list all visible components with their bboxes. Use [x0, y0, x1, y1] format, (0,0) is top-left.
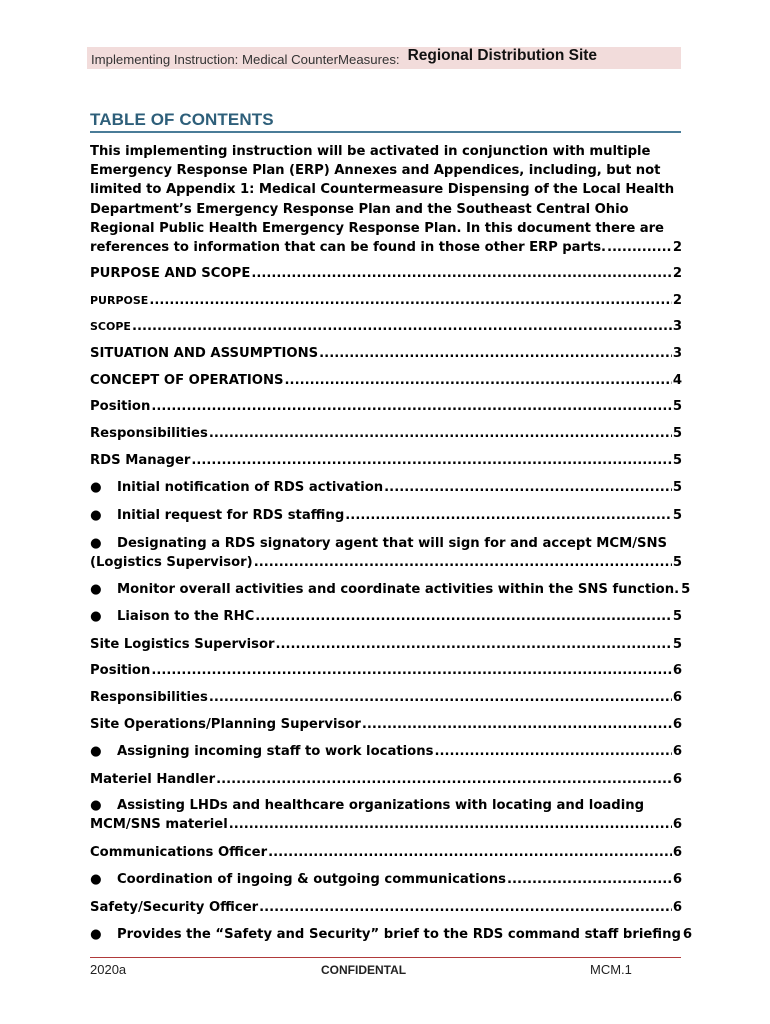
- page-number: 6: [672, 690, 682, 705]
- page-number: 2: [672, 240, 682, 256]
- toc-entry-rds-manager[interactable]: [90, 451, 682, 470]
- page-number: 6: [682, 927, 693, 942]
- toc-entry-initial-request[interactable]: [90, 506, 682, 525]
- page-number: 2: [672, 293, 682, 308]
- entry-text: Communications Officer: [90, 845, 268, 860]
- bullet-icon: ●: [90, 480, 102, 495]
- bullet-icon: ●: [90, 536, 102, 551]
- dot-leader: [216, 770, 672, 789]
- dot-leader: [209, 424, 672, 443]
- toc-entry-assigning-staff[interactable]: [90, 742, 682, 761]
- dot-leader: [132, 317, 672, 336]
- entry-text: SITUATION AND ASSUMPTIONS: [90, 346, 319, 361]
- entry-text: Position: [90, 663, 151, 678]
- toc-entry-responsibilities[interactable]: [90, 424, 682, 443]
- entry-text: Safety/Security Officer: [90, 900, 259, 915]
- page-number: 5: [672, 399, 682, 414]
- entry-text: PURPOSE: [90, 294, 149, 307]
- dot-leader: [209, 688, 672, 707]
- entry-text: Position: [90, 399, 151, 414]
- footer-rule: [90, 957, 681, 958]
- toc-title-underline: [90, 131, 681, 133]
- entry-text: CONCEPT OF OPERATIONS: [90, 373, 284, 388]
- page-number: 5: [672, 555, 682, 570]
- toc-entry-purpose[interactable]: [90, 291, 682, 310]
- page-number: 6: [672, 817, 682, 832]
- page-number: 2: [672, 266, 682, 281]
- entry-text: Liaison to the RHC: [117, 609, 255, 624]
- toc-entry-designating-signatory[interactable]: [90, 534, 682, 572]
- bullet-icon: ●: [90, 609, 102, 624]
- page-number: 6: [672, 717, 682, 732]
- dot-leader: [319, 344, 672, 363]
- page-number: 5: [681, 582, 691, 597]
- page-number: 5: [672, 609, 682, 624]
- entry-text: Assigning incoming staff to work locations: [117, 744, 434, 759]
- dot-leader: [345, 506, 672, 525]
- entry-text: Monitor overall activities and coordinate activities within the SNS function.: [117, 582, 680, 597]
- toc-entry-initial-notification[interactable]: [90, 478, 682, 497]
- dot-leader: [151, 661, 671, 680]
- toc-intro-entry[interactable]: [90, 142, 682, 257]
- entry-text: RDS Manager: [90, 453, 191, 468]
- dot-leader: [276, 635, 672, 654]
- page-number: 6: [672, 845, 682, 860]
- entry-text: Site Operations/Planning Supervisor: [90, 717, 361, 732]
- entry-text: Coordination of ingoing & outgoing communications: [117, 872, 506, 887]
- dot-leader: [255, 607, 672, 626]
- header-site-title: Regional Distribution Site: [407, 47, 598, 64]
- bullet-icon: ●: [90, 582, 102, 597]
- bullet-icon: ●: [90, 872, 102, 887]
- page-number: 3: [672, 319, 682, 334]
- page-header: [87, 47, 681, 69]
- toc-entry-liaison-rhc[interactable]: [90, 607, 682, 626]
- page-number: 6: [672, 872, 682, 887]
- page-number: 5: [672, 453, 682, 468]
- entry-text: (Logistics Supervisor): [90, 555, 253, 570]
- page-number: 4: [672, 373, 682, 388]
- toc-entry-site-logistics-supervisor[interactable]: [90, 635, 682, 654]
- entry-text: PURPOSE AND SCOPE: [90, 266, 251, 281]
- entry-text: Responsibilities: [90, 426, 208, 441]
- bullet-icon: ●: [90, 744, 102, 759]
- page-number: 5: [672, 637, 682, 652]
- entry-text: MCM/SNS materiel: [90, 817, 228, 832]
- dot-leader: [285, 371, 672, 390]
- dot-leader: [362, 715, 672, 734]
- dot-leader: [229, 815, 672, 834]
- dot-leader: [254, 553, 672, 572]
- bullet-icon: ●: [90, 927, 102, 942]
- intro-line: Department’s Emergency Response Plan and the Southeast Central Ohio: [90, 201, 629, 217]
- dot-leader: [268, 843, 672, 862]
- entry-text: Materiel Handler: [90, 772, 216, 787]
- page-number: 5: [672, 426, 682, 441]
- toc-entry-situation[interactable]: [90, 344, 682, 363]
- page-number: 6: [672, 744, 682, 759]
- intro-line: references to information that can be found in those other ERP parts.: [90, 240, 607, 256]
- dot-leader: [607, 238, 672, 257]
- toc-entry-materiel-handler[interactable]: [90, 770, 682, 789]
- page-number: 5: [672, 480, 682, 495]
- page-number: 5: [672, 508, 682, 523]
- entry-text: SCOPE: [90, 320, 131, 333]
- page-number: 6: [672, 663, 682, 678]
- intro-line: Regional Public Health Emergency Response Plan. In this document there are: [90, 220, 664, 236]
- toc-entry-site-operations-supervisor[interactable]: [90, 715, 682, 734]
- toc-entry-purpose-and-scope[interactable]: [90, 264, 682, 283]
- toc-entry-position[interactable]: [90, 397, 682, 416]
- toc-entry-safety-security-officer[interactable]: [90, 898, 682, 917]
- footer-version: 2020a: [90, 962, 127, 977]
- page-number: 6: [672, 772, 682, 787]
- toc-entry-monitor-activities[interactable]: [90, 580, 691, 599]
- toc-title: TABLE OF CONTENTS: [90, 110, 274, 129]
- page-number: 3: [672, 346, 682, 361]
- dot-leader: [434, 742, 671, 761]
- dot-leader: [149, 291, 671, 310]
- toc-entry-concept-of-operations[interactable]: [90, 371, 682, 390]
- footer-classification: CONFIDENTAL: [321, 963, 407, 977]
- toc-entry-responsibilities-2[interactable]: [90, 688, 682, 707]
- bullet-icon: ●: [90, 798, 102, 813]
- dot-leader: [191, 451, 671, 470]
- dot-leader: [259, 898, 672, 917]
- dot-leader: [151, 397, 671, 416]
- entry-text: Assisting LHDs and healthcare organizations with locating and loading: [117, 798, 645, 813]
- intro-line: Emergency Response Plan (ERP) Annexes and Appendices, including, but not: [90, 163, 661, 179]
- intro-line: This implementing instruction will be activated in conjunction with multiple: [90, 144, 651, 159]
- entry-text: Responsibilities: [90, 690, 208, 705]
- dot-leader: [507, 870, 672, 889]
- page-number: 6: [672, 900, 682, 915]
- footer-doc-id: MCM.1: [590, 962, 632, 977]
- dot-leader: [251, 264, 671, 283]
- toc-entry-communications-officer[interactable]: [90, 843, 682, 862]
- intro-line: limited to Appendix 1: Medical Countermeasure Dispensing of the Local Health: [90, 182, 675, 198]
- entry-text: Initial request for RDS staffing: [117, 508, 345, 523]
- bullet-icon: ●: [90, 508, 102, 523]
- entry-text: Initial notification of RDS activation: [117, 480, 384, 495]
- toc-entry-safety-brief[interactable]: [90, 925, 693, 944]
- header-prefix: Implementing Instruction: Medical CounterMeasures:: [91, 52, 400, 67]
- entry-text: Provides the “Safety and Security” brief to the RDS command staff briefing: [117, 927, 681, 942]
- entry-text: Designating a RDS signatory agent that will sign for and accept MCM/SNS: [117, 536, 668, 551]
- toc-entry-scope[interactable]: [90, 317, 682, 336]
- toc-entry-position-2[interactable]: [90, 661, 682, 680]
- entry-text: Site Logistics Supervisor: [90, 637, 275, 652]
- toc-entry-assisting-lhds[interactable]: [90, 796, 682, 834]
- toc-entry-coordination-communications[interactable]: [90, 870, 682, 889]
- dot-leader: [384, 478, 672, 497]
